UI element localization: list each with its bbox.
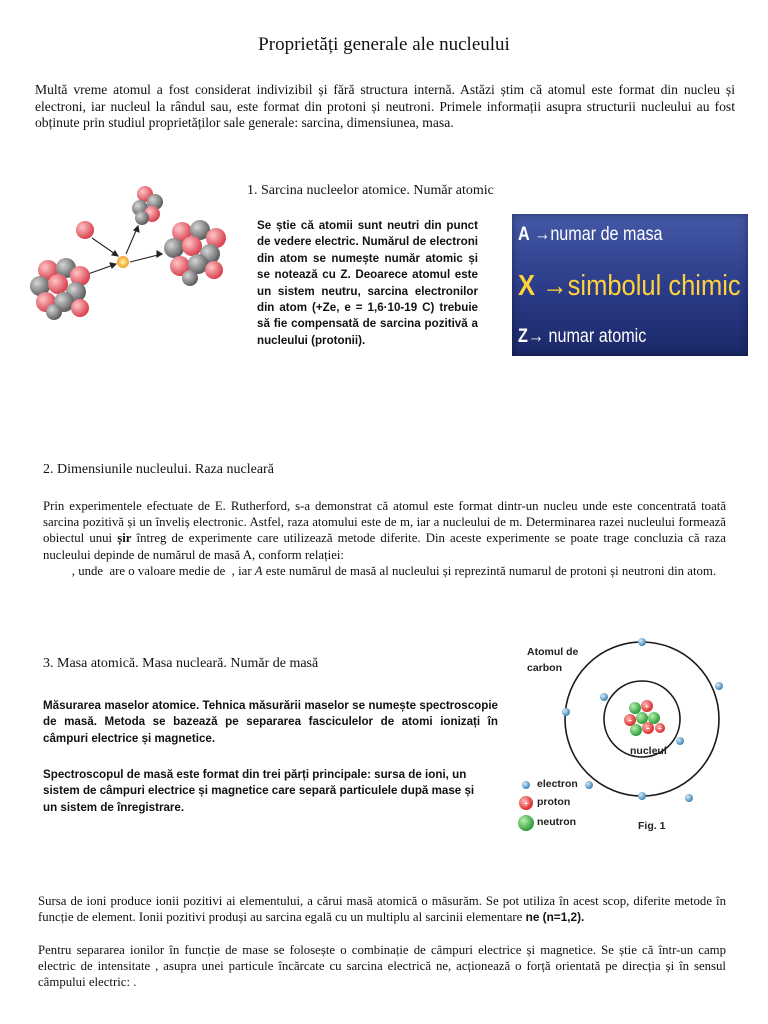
legend-proton-label: proton [537, 796, 571, 808]
section-2-heading: 2. Dimensiunile nucleului. Raza nucleară [43, 462, 274, 477]
banner-row-mass-number: A →numar de masa [518, 224, 663, 245]
section-1-text: Se știe că atomii sunt neutri din punct de vedere electric. Numărul de electroni din atom se numește număr atomic și se notează cu Z. Deoarece atomul este un sistem neutru, sarcina electronilor din atom (+Ze, e = 1,6·10-19 C) trebuie să fie compensată de sarcina pozitivă a nucleului (protonii). [257, 219, 478, 347]
svg-text:+: + [645, 724, 651, 733]
figure-label: Fig. 1 [638, 820, 666, 832]
left-nucleus [30, 258, 90, 320]
ion-source-paragraph: Sursa de ioni produce ionii pozitivi ai elementului, a cărui masă atomică o măsurăm. Se pot utiliza în acest scop, diferite metode în funcție de element. Ionii pozitivi produși au sarcina egală cu un multiplu al sarcinii elementare ne (n=1,2). [38, 894, 726, 925]
ion-separation-paragraph: Pentru separarea ionilor în funcție de mase se folosește o combinație de câmpuri electrice și magnetice. Se știe că într-un camp electric de intensitate , asupra unei particule încărcate cu sarcina electrică ne, acționează o forță orientată pe direcția și în sensul câmpului electric: . [38, 943, 726, 990]
collision-spark [117, 256, 129, 268]
section-3-heading: 3. Masa atomică. Masa nucleară. Număr de masă [43, 656, 319, 671]
incoming-proton [76, 221, 94, 239]
nucleus-label: nucleul [630, 745, 667, 757]
svg-text:+: + [657, 724, 663, 733]
svg-text:+: + [627, 716, 633, 725]
banner-row-atomic-number: Z→ numar atomic [518, 326, 647, 347]
page-title: Proprietăți generale ale nucleului [258, 34, 510, 55]
intro-paragraph: Multă vreme atomul a fost considerat indivizibil și fără structura internă. Astăzi știm că atomul este format din nucleu și electroni, iar nucleul la rândul sau, este format din protoni și neutroni. Primele informații asupra structurii nucleului au fost obținute prin studiul proprietăților sale generale: sarcina, dimensiunea, masa. [35, 82, 735, 130]
carbon-nucleus [624, 700, 665, 736]
section-3-text-1: Măsurarea maselor atomice. Tehnica măsurării maselor se numește spectroscopie de masă. Metoda se bazează pe separarea fasciculelor de atomi ionizați în câmpuri electrice și magnetice. [43, 699, 498, 745]
section-3-text-2: Spectroscopul de masă este format din trei părți principale: sursa de ioni, un sistem de câmpuri electrice și magnetice care separă particulele după mase și un sistem de înregistrare. [43, 768, 475, 814]
figure-title-line-2: carbon [527, 662, 563, 674]
banner-row-chemical-symbol: X →simbolul chimic [518, 270, 741, 302]
svg-text:+: + [644, 702, 650, 711]
svg-text:+: + [523, 799, 529, 810]
legend-electron-marker [522, 781, 530, 789]
carbon-atom-figure [500, 628, 745, 840]
section-2-paragraph: Prin experimentele efectuate de E. Rutherford, s-a demonstrat că atomul este format dintr-un nucleu unde este concentrată toată sarcina pozitivă și un înveliș electronic. Astfel, raza atomului este de m, iar a nucleului de m. Determinarea razei nucleului formează obiectul unui șir întreg de experimente care utilizează metode diferite. Din aceste experimente se poate trage concluzia că raza nucleului depinde de numărul de masă A, conform relației: , unde are o valoare medie de , iar A este numărul de masă al nucleului și reprezintă numarul de protoni și neutroni din atom. [43, 499, 726, 578]
nuclear-reaction-illustration [30, 182, 230, 322]
section-1-heading: 1. Sarcina nucleelor atomice. Număr atomic [247, 183, 494, 198]
legend-neutron-marker [518, 815, 534, 831]
right-nucleus [164, 220, 226, 286]
small-nucleus [132, 186, 163, 225]
legend-electron-label: electron [537, 778, 578, 790]
figure-title-line-1: Atomul de [527, 646, 579, 658]
legend-neutron-label: neutron [537, 816, 577, 828]
notation-banner [512, 214, 748, 356]
